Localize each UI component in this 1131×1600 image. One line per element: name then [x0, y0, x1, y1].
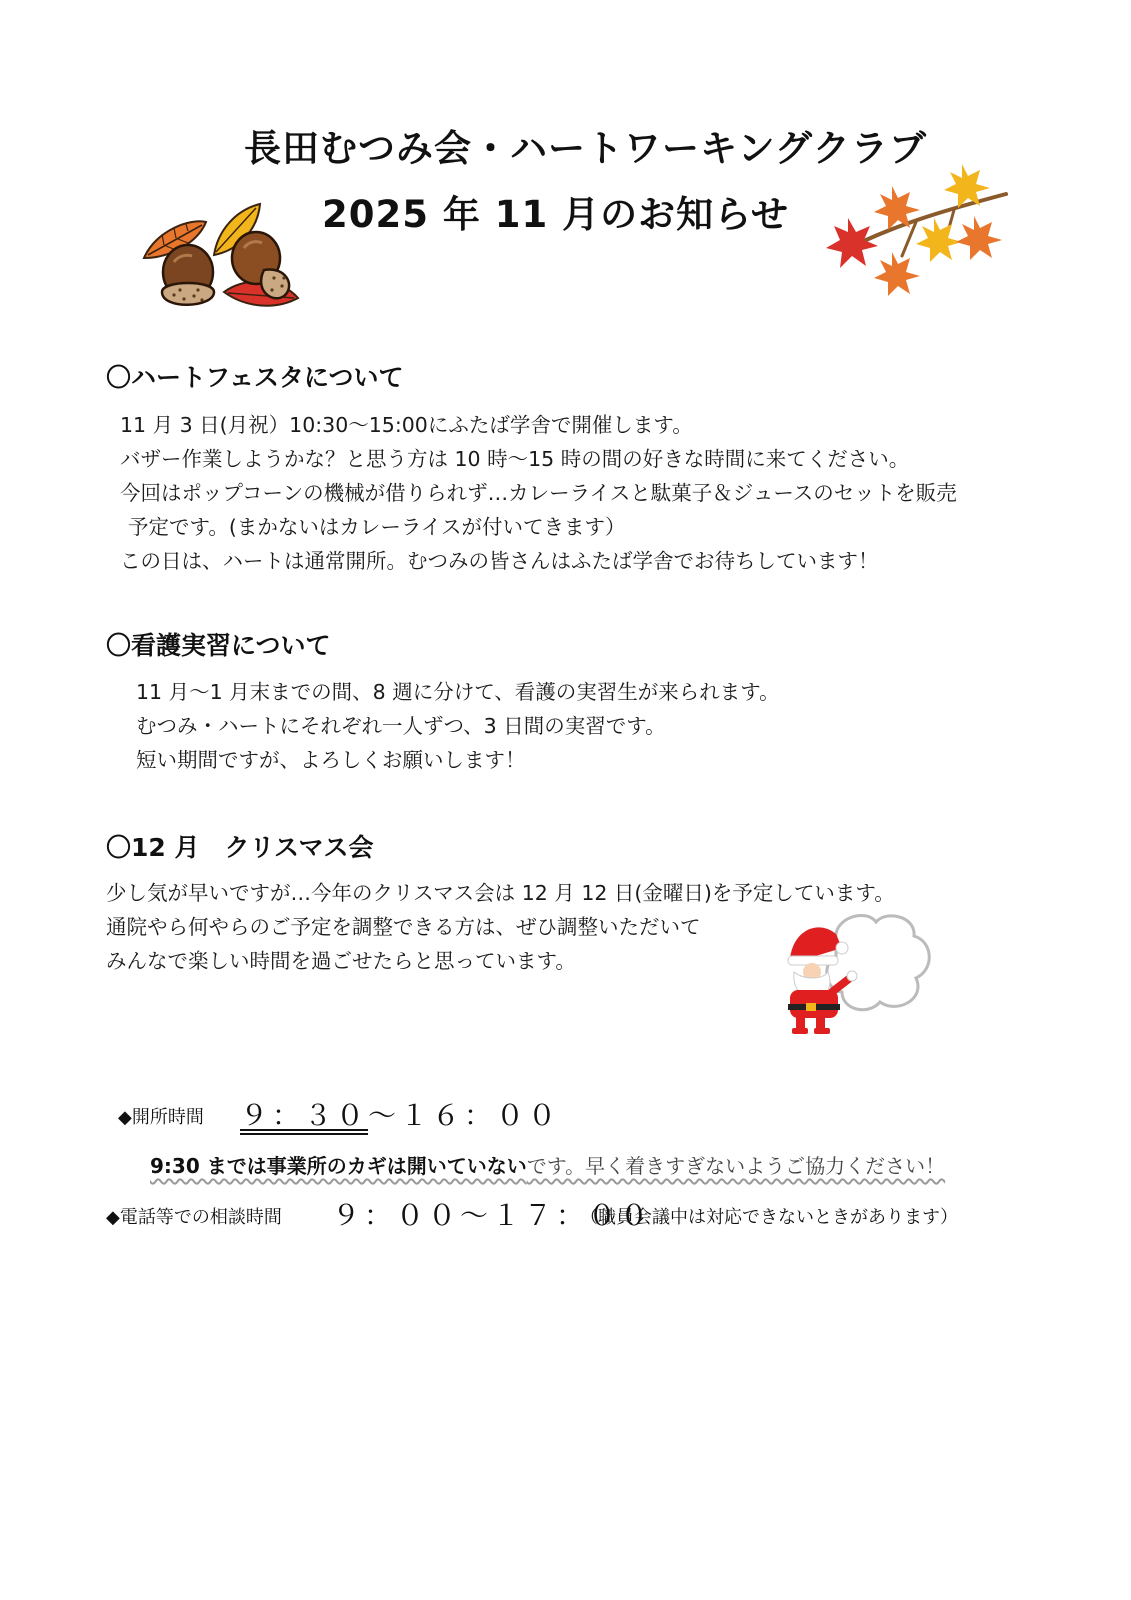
section-body-heart-festa — [120, 408, 957, 578]
acorns-and-leaves-illustration — [136, 200, 306, 325]
body-line: この日は、ハートは通常開所。むつみの皆さんはふたば学舎でお待ちしています！ — [120, 549, 879, 573]
santa-with-sack-illustration — [776, 908, 936, 1038]
key-notice-strong: 9:30 までは事業所のカギは開いていない — [150, 1154, 527, 1178]
section-body-nursing-practice — [136, 675, 780, 777]
phone-hours-note: （職員会議中は対応できないときがあります） — [580, 1207, 958, 1228]
page-title-line1: 長田むつみ会・ハートワーキングクラブ — [244, 127, 927, 170]
body-line: 予定です。(まかないはカレーライスが付いてきます） — [128, 515, 626, 539]
phone-hours-label: ◆電話等での相談時間 — [106, 1207, 282, 1228]
body-line: バザー作業しようかな？と思う方は 10 時～15 時の間の好きな時間に来てください。 — [120, 447, 910, 471]
maple-leaf-icon — [874, 252, 920, 296]
section-heading-christmas: 〇12 月 クリスマス会 — [106, 833, 374, 862]
maple-leaf-icon — [916, 218, 962, 262]
acorn-icon — [162, 245, 214, 305]
maple-leaf-icon — [956, 216, 1002, 260]
sack-icon — [827, 915, 929, 1009]
key-notice — [150, 1150, 945, 1179]
key-notice-rest: です。早く着きすぎないようご協力ください！ — [526, 1154, 946, 1178]
body-line: 通院やら何やらのご予定を調整できる方は、ぜひ調整いただいて — [106, 915, 701, 939]
section-heading-nursing-practice: 〇看護実習について — [106, 631, 331, 660]
body-line: 短い期間ですが、よろしくお願いします！ — [136, 748, 526, 772]
maple-branch-illustration — [826, 160, 1010, 300]
maple-leaf-icon — [826, 218, 878, 268]
body-line: 少し気が早いですが…今年のクリスマス会は 12 月 12 日(金曜日)を予定しています。 — [106, 881, 895, 905]
page-title-line2: 2025 年 11 月のお知らせ — [322, 193, 790, 236]
opening-hours-time — [240, 1094, 560, 1134]
opening-time-end: ～１６：００ — [368, 1099, 561, 1132]
body-line: 今回はポップコーンの機械が借りられず…カレーライスと駄菓子＆ジュースのセットを販売 — [120, 481, 957, 505]
body-line: みんなで楽しい時間を過ごせたらと思っています。 — [106, 949, 576, 973]
body-line: 11 月～1 月末までの間、8 週に分けて、看護の実習生が来られます。 — [136, 680, 780, 704]
opening-hours-label: ◆開所時間 — [118, 1107, 204, 1128]
body-line: 11 月 3 日(月祝）10:30～15:00にふたば学舎で開催します。 — [120, 413, 693, 437]
phone-hours-time: ９：００～１７：００ — [332, 1199, 653, 1232]
opening-time-start: ９：３０ — [240, 1099, 369, 1132]
body-line: むつみ・ハートにそれぞれ一人ずつ、3 日間の実習です。 — [136, 714, 666, 738]
section-heading-heart-festa: 〇ハートフェスタについて — [106, 363, 404, 392]
